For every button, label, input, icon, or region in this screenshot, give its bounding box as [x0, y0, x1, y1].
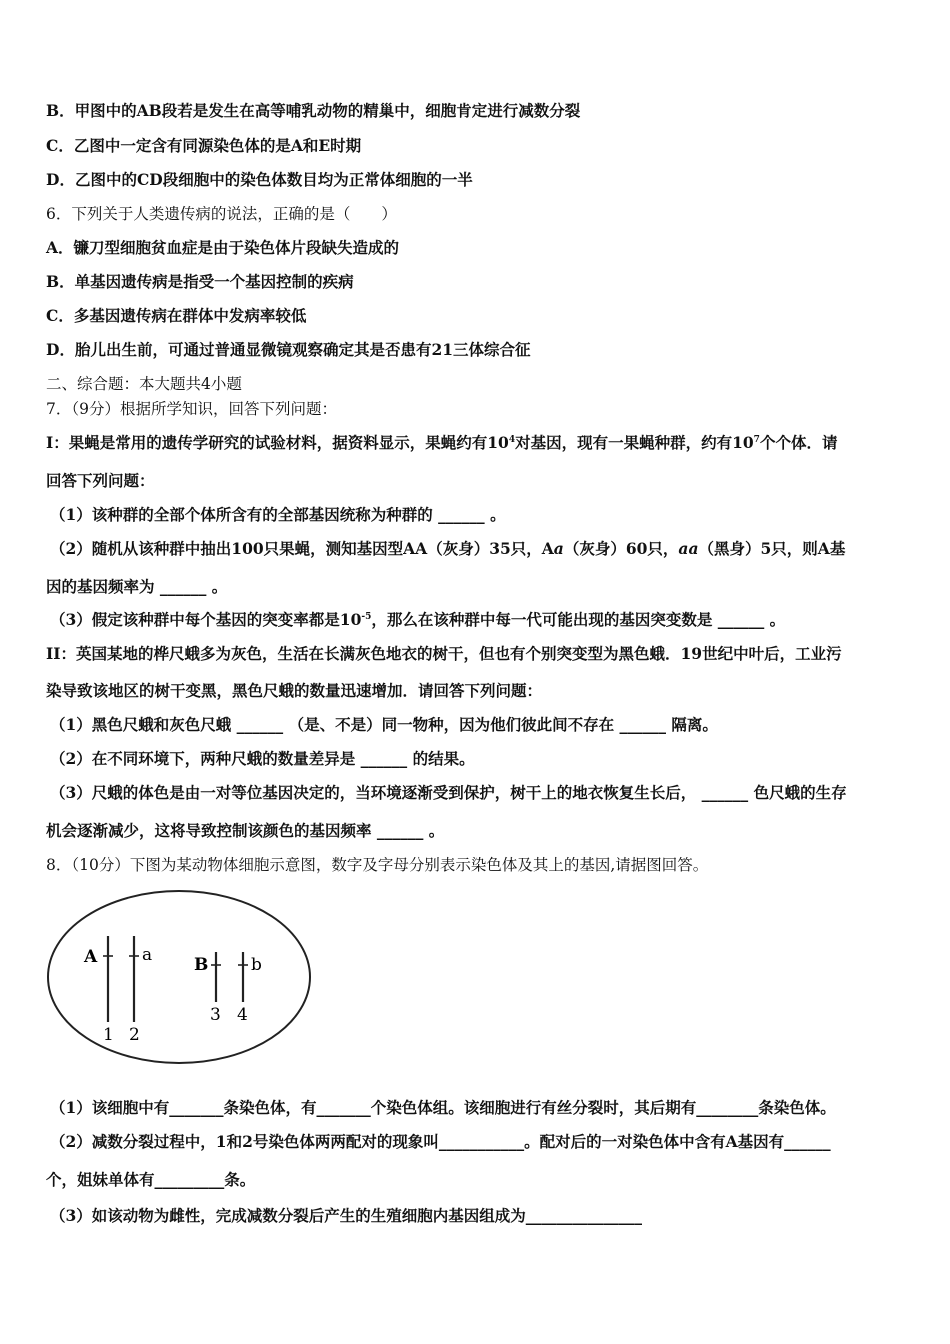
q7-part2-q3-cont: 机会逐渐减少，这将导致控制该颜色的基因频率 ______ 。: [46, 821, 445, 840]
q7-part1-q2: （2）随机从该种群中抽出100只果蝇，测知基因型AA（灰身）35只，Aa（灰身）60只，aa（黑身）5只，则A基: [50, 539, 846, 558]
q5-option-c: C．乙图中一定含有同源染色体的是A和E时期: [46, 136, 362, 155]
q6-option-d: D．胎儿出生前，可通过普通显微镜观察确定其是否患有21三体综合征: [46, 340, 531, 359]
q7-stem: 7．（9分）根据所学知识，回答下列问题：: [46, 400, 337, 418]
q8-q2-cont: 个，姐妹单体有_________条。: [46, 1170, 256, 1189]
section-heading: 二、综合题：本大题共4小题: [46, 375, 242, 393]
q8-q2: （2）减数分裂过程中，1和2号染色体两两配对的现象叫___________。配对后的一对染色体中含有A基因有______: [50, 1132, 831, 1151]
q7-part1-q2-cont: 因的基因频率为 ______ 。: [46, 577, 228, 596]
q5-option-d: D．乙图中的CD段细胞中的染色体数目均为正常体细胞的一半: [46, 170, 473, 189]
label-chrom-1: 1: [103, 1025, 114, 1045]
cell-diagram: [44, 886, 314, 1068]
q7-part2-intro: II：英国某地的桦尺蛾多为灰色，生活在长满灰色地衣的树干，但也有个别突变型为黑色蛾．19世纪中叶后，工业污: [46, 644, 842, 663]
label-gene-b: b: [251, 955, 262, 975]
q8-q3: （3）如该动物为雌性，完成减数分裂后产生的生殖细胞内基因组成为_______________: [50, 1206, 643, 1225]
label-gene-a: a: [142, 945, 153, 965]
q7-part2-q2: （2）在不同环境下，两种尺蛾的数量差异是 ______ 的结果。: [50, 749, 475, 768]
q5-option-b: B．甲图中的AB段若是发生在高等哺乳动物的精巢中，细胞肯定进行减数分裂: [46, 101, 581, 120]
cell-diagram-svg: [44, 886, 314, 1068]
q6-stem: 6．下列关于人类遗传病的说法，正确的是（ ）: [46, 205, 397, 223]
label-gene-B: B: [194, 955, 209, 975]
q8-stem: 8．（10分）下图为某动物体细胞示意图，数字及字母分别表示染色体及其上的基因,请据图回答。: [46, 856, 709, 874]
q7-part2-q3: （3）尺蛾的体色是由一对等位基因决定的，当环境逐渐受到保护，树干上的地衣恢复生长后， ______ 色尺蛾的生存: [50, 783, 847, 802]
q7-part1-q3: （3）假定该种群中每个基因的突变率都是$10^{-5}$，那么在该种群中每一代可能出现的基因突变数是 ______ 。: [50, 610, 786, 629]
label-chrom-4: 4: [237, 1005, 248, 1025]
q7-part1-q1: （1）该种群的全部个体所含有的全部基因统称为种群的 ______ 。: [50, 505, 506, 524]
label-chrom-3: 3: [210, 1005, 221, 1025]
label-gene-A: A: [84, 947, 98, 967]
cell-membrane: [48, 891, 310, 1063]
q6-option-c: C．多基因遗传病在群体中发病率较低: [46, 306, 307, 325]
q8-q1: （1）该细胞中有_______条染色体，有_______个染色体组。该细胞进行有丝分裂时，其后期有________条染色体。: [50, 1098, 836, 1117]
q7-part2-q1: （1）黑色尺蛾和灰色尺蛾 ______ （是、不是）同一物种，因为他们彼此间不存在 ______ 隔离。: [50, 715, 718, 734]
label-chrom-2: 2: [129, 1025, 140, 1045]
q7-part1-intro-cont: 回答下列问题：: [46, 471, 155, 490]
q7-part1-intro: I：果蝇是常用的遗传学研究的试验材料，据资料显示，果蝇约有$10^4$对基因，现有一果蝇种群，约有$10^7$个个体．请: [46, 433, 838, 452]
q7-part2-intro-cont: 染导致该地区的树干变黑，黑色尺蛾的数量迅速增加．请回答下列问题：: [46, 681, 543, 700]
q6-option-b: B．单基因遗传病是指受一个基因控制的疾病: [46, 272, 354, 291]
q6-option-a: A．镰刀型细胞贫血症是由于染色体片段缺失造成的: [46, 238, 400, 257]
